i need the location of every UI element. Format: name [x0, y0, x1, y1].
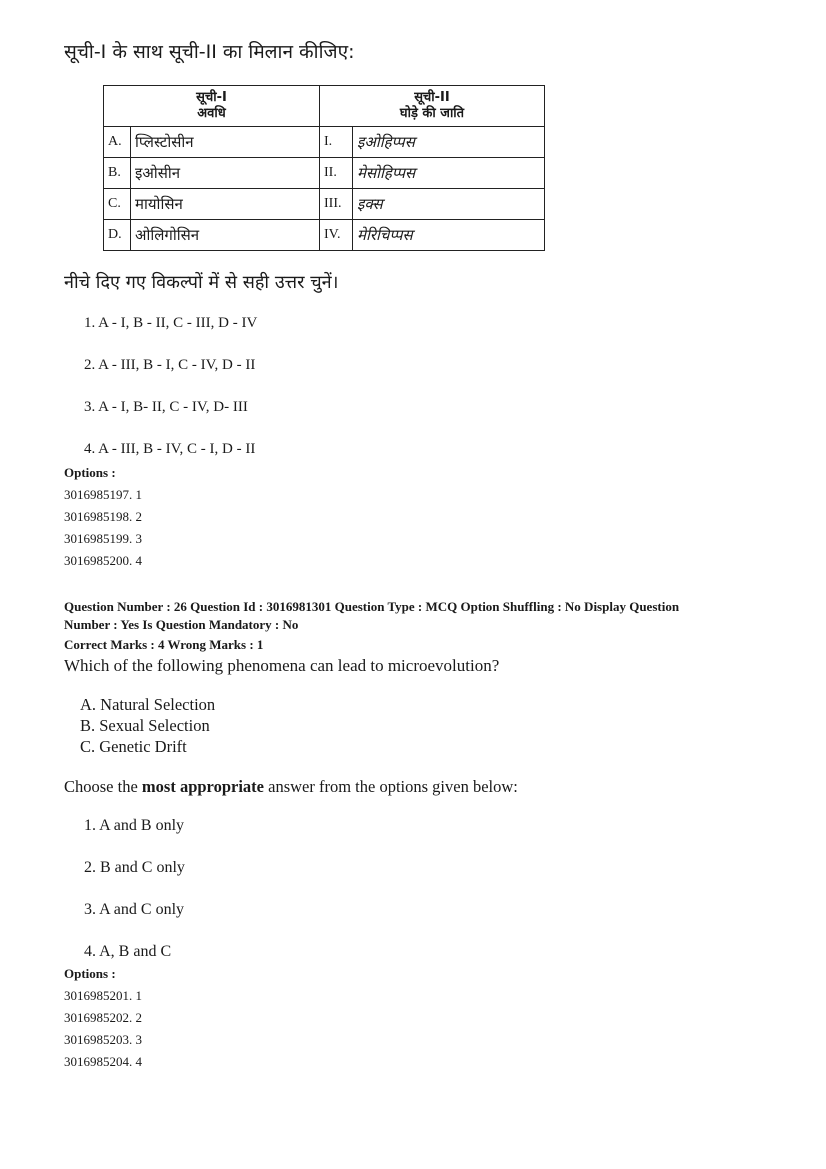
q25-options-label: Options : — [64, 465, 116, 480]
q25-instruction: नीचे दिए गए विकल्पों में से सही उत्तर चुनें। — [64, 272, 339, 293]
q26-marks: Correct Marks : 4 Wrong Marks : 1 — [64, 637, 264, 652]
table-row — [104, 220, 545, 251]
row-key-2: II. — [320, 158, 353, 189]
q26-statement-a: A. Natural Selection — [80, 695, 216, 714]
row-value-1: प्लिस्टोसीन — [131, 127, 320, 158]
list2-title: सूची-II — [414, 90, 450, 105]
q25-option-id-2: 3016985198. 2 — [64, 509, 142, 524]
row-value-1: इओसीन — [131, 158, 320, 189]
row-value-2: इक्स — [353, 189, 545, 220]
q26-meta-line-1: Question Number : 26 Question Id : 3016981301 Question Type : MCQ Option Shuffling : No Display Question — [64, 599, 680, 614]
q25-option-id-4: 3016985200. 4 — [64, 553, 142, 568]
match-table — [103, 85, 545, 251]
q25-option-id-1: 3016985197. 1 — [64, 487, 142, 502]
q26-question-text: Which of the following phenomena can lead to microevolution? — [64, 656, 500, 675]
table-row — [104, 158, 545, 189]
q25-choice-2: 2. A - III, B - I, C - IV, D - II — [84, 357, 256, 373]
q26-choice-3: 3. A and C only — [84, 901, 185, 918]
list1-header — [104, 86, 320, 127]
list1-subtitle: अवधि — [197, 106, 226, 121]
match-table-header — [104, 86, 545, 127]
list2-subtitle: घोड़े की जाति — [399, 106, 465, 121]
q26-option-id-2: 3016985202. 2 — [64, 1010, 142, 1025]
q26-option-id-4: 3016985204. 4 — [64, 1054, 142, 1069]
list2-header — [320, 86, 545, 127]
q26-choice-4: 4. A, B and C — [84, 943, 172, 960]
q25-heading: सूची-I के साथ सूची-II का मिलान कीजिए: — [64, 41, 355, 63]
q26-options-label: Options : — [64, 966, 116, 981]
q26-choice-1: 1. A and B only — [84, 817, 185, 834]
q26-statement-c: C. Genetic Drift — [80, 737, 187, 756]
q25-choice-1: 1. A - I, B - II, C - III, D - IV — [84, 315, 258, 331]
q26-option-id-1: 3016985201. 1 — [64, 988, 142, 1003]
q26-statement-b: B. Sexual Selection — [80, 716, 210, 735]
row-key-1: D. — [104, 220, 131, 251]
row-key-1: B. — [104, 158, 131, 189]
list1-title: सूची-I — [196, 90, 227, 105]
q26-meta-line-2: Number : Yes Is Question Mandatory : No — [64, 617, 299, 632]
q26-choose-instruction: Choose the most appropriate answer from the options given below: — [64, 777, 518, 796]
row-key-2: III. — [320, 189, 353, 220]
q25-option-id-3: 3016985199. 3 — [64, 531, 142, 546]
row-value-2: मेसोहिप्पस — [353, 158, 545, 189]
q26-option-id-3: 3016985203. 3 — [64, 1032, 142, 1047]
row-key-2: I. — [320, 127, 353, 158]
row-value-2: मेरिचिप्पस — [353, 220, 545, 251]
row-value-2: इओहिप्पस — [353, 127, 545, 158]
row-key-1: C. — [104, 189, 131, 220]
row-value-1: ओलिगोसिन — [131, 220, 320, 251]
table-row — [104, 189, 545, 220]
table-row — [104, 127, 545, 158]
q26-choice-2: 2. B and C only — [84, 859, 185, 876]
row-value-1: मायोसिन — [131, 189, 320, 220]
q25-choice-4: 4. A - III, B - IV, C - I, D - II — [84, 441, 256, 457]
q25-choice-3: 3. A - I, B- II, C - IV, D- III — [84, 399, 248, 415]
row-key-2: IV. — [320, 220, 353, 251]
row-key-1: A. — [104, 127, 131, 158]
